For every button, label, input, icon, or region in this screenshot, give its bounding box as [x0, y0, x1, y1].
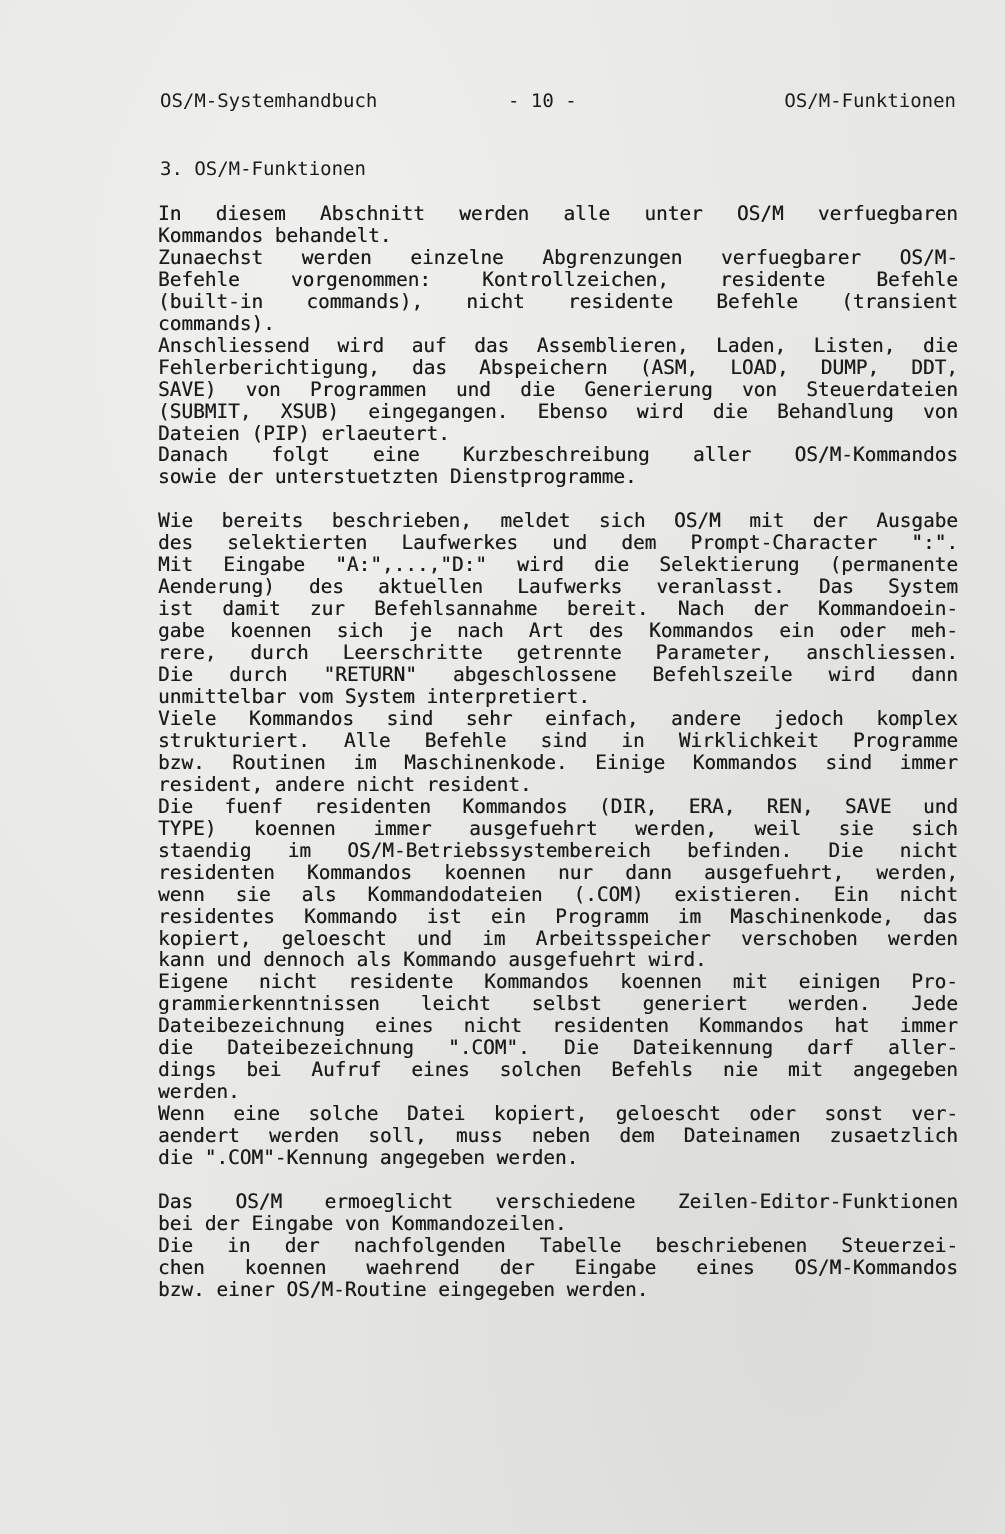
text-line: Kommandos behandelt. [158, 223, 392, 247]
text-line: aendert werden soll, muss neben dem Dateinamen zusaetzlich [158, 1124, 958, 1148]
text-line: Die durch "RETURN" abgeschlossene Befehlszeile wird dann [158, 663, 958, 687]
text-line: gabe koennen sich je nach Art des Kommandos ein oder meh- [158, 619, 958, 643]
paragraph [158, 1191, 958, 1235]
paragraph [158, 796, 958, 972]
text-line: Die in der nachfolgenden Tabelle beschriebenen Steuerzei- [158, 1233, 958, 1257]
text-line: Mit Eingabe "A:",...,"D:" wird die Selektierung (permanente [158, 553, 958, 577]
text-line: residentes Kommando ist ein Programm im Maschinenkode, das [158, 904, 958, 928]
text-line: Wie bereits beschrieben, meldet sich OS/M mit der Ausgabe [158, 509, 958, 533]
text-line: bzw. Routinen im Maschinenkode. Einige Kommandos sind immer [158, 750, 958, 774]
text-line: werden. [158, 1080, 240, 1104]
text-line: Das OS/M ermoeglicht verschiedene Zeilen-Editor-Funktionen [158, 1189, 958, 1213]
paragraph [158, 510, 958, 708]
text-line: Zunaechst werden einzelne Abgrenzungen verfuegbarer OS/M- [158, 245, 958, 269]
text-line: Die fuenf residenten Kommandos (DIR, ERA, REN, SAVE und [158, 794, 958, 818]
text-line: Befehle vorgenommen: Kontrollzeichen, residente Befehle [158, 267, 958, 291]
text-line: die ".COM"-Kennung angegeben werden. [158, 1146, 579, 1170]
text-line: ist damit zur Befehlsannahme bereit. Nach der Kommandoein- [158, 597, 958, 621]
paragraph [158, 203, 958, 247]
text-line: bzw. einer OS/M-Routine eingegeben werden. [158, 1277, 649, 1301]
text-line: die Dateibezeichnung ".COM". Die Dateikennung darf aller- [158, 1036, 958, 1060]
text-line: strukturiert. Alle Befehle sind in Wirklichkeit Programme [158, 728, 958, 752]
text-line: Dateien (PIP) erlaeutert. [158, 421, 450, 445]
text-line: commands). [158, 311, 275, 335]
paragraph [158, 247, 958, 335]
paragraph [158, 1235, 958, 1301]
text-line: Wenn eine solche Datei kopiert, geloescht oder sonst ver- [158, 1102, 958, 1126]
text-line: grammierkenntnissen leicht selbst generiert werden. Jede [158, 992, 958, 1016]
text-line: Danach folgt eine Kurzbeschreibung aller OS/M-Kommandos [158, 443, 958, 467]
text-line: TYPE) koennen immer ausgefuehrt werden, weil sie sich [158, 816, 958, 840]
text-line: Fehlerberichtigung, das Abspeichern (ASM, LOAD, DUMP, DDT, [158, 355, 958, 379]
page-number: - 10 - [508, 90, 577, 112]
text-line: sowie der unterstuetzten Dienstprogramme. [158, 465, 637, 489]
page-header [160, 90, 956, 114]
text-line: wenn sie als Kommandodateien (.COM) existieren. Ein nicht [158, 882, 958, 906]
text-line: (SUBMIT, XSUB) eingegangen. Ebenso wird die Behandlung von [158, 399, 958, 423]
text-line: Anschliessend wird auf das Assemblieren, Laden, Listen, die [158, 333, 958, 357]
paragraph [158, 971, 958, 1103]
text-line: SAVE) von Programmen und die Generierung von Steuerdateien [158, 377, 958, 401]
header-left-title: OS/M-Systemhandbuch [160, 90, 378, 112]
text-line: kann und dennoch als Kommando ausgefuehrt wird. [158, 948, 707, 972]
text-line: des selektierten Laufwerkes und dem Prompt-Character ":". [158, 531, 958, 555]
paragraph [158, 708, 958, 796]
text-line: dings bei Aufruf eines solchen Befehls nie mit angegeben [158, 1058, 958, 1082]
text-line: kopiert, geloescht und im Arbeitsspeicher verschoben werden [158, 926, 958, 950]
text-line: rere, durch Leerschritte getrennte Parameter, anschliessen. [158, 641, 958, 665]
text-line: Viele Kommandos sind sehr einfach, andere jedoch komplex [158, 706, 958, 730]
paragraph [158, 335, 958, 445]
text-line: bei der Eingabe von Kommandozeilen. [158, 1211, 567, 1235]
text-line: In diesem Abschnitt werden alle unter OS/M verfuegbaren [158, 202, 958, 225]
text-line: Eigene nicht residente Kommandos koennen mit einigen Pro- [158, 970, 958, 994]
text-line: staendig im OS/M-Betriebssystembereich befinden. Die nicht [158, 838, 958, 862]
text-line: residenten Kommandos koennen nur dann ausgefuehrt, werden, [158, 860, 958, 884]
text-line: Dateibezeichnung eines nicht residenten Kommandos hat immer [158, 1014, 958, 1038]
text-line: unmittelbar vom System interpretiert. [158, 685, 590, 709]
paragraph [158, 444, 958, 488]
text-line: resident, andere nicht resident. [158, 772, 532, 796]
paragraph [158, 1103, 958, 1169]
text-line: Aenderung) des aktuellen Laufwerks veranlasst. Das System [158, 575, 958, 599]
section-title: 3. OS/M-Funktionen [160, 158, 366, 180]
header-right-title: OS/M-Funktionen [784, 90, 956, 112]
text-line: chen koennen waehrend der Eingabe eines OS/M-Kommandos [158, 1255, 958, 1279]
body-text [158, 203, 958, 1301]
text-line: (built-in commands), nicht residente Befehle (transient [158, 289, 958, 313]
